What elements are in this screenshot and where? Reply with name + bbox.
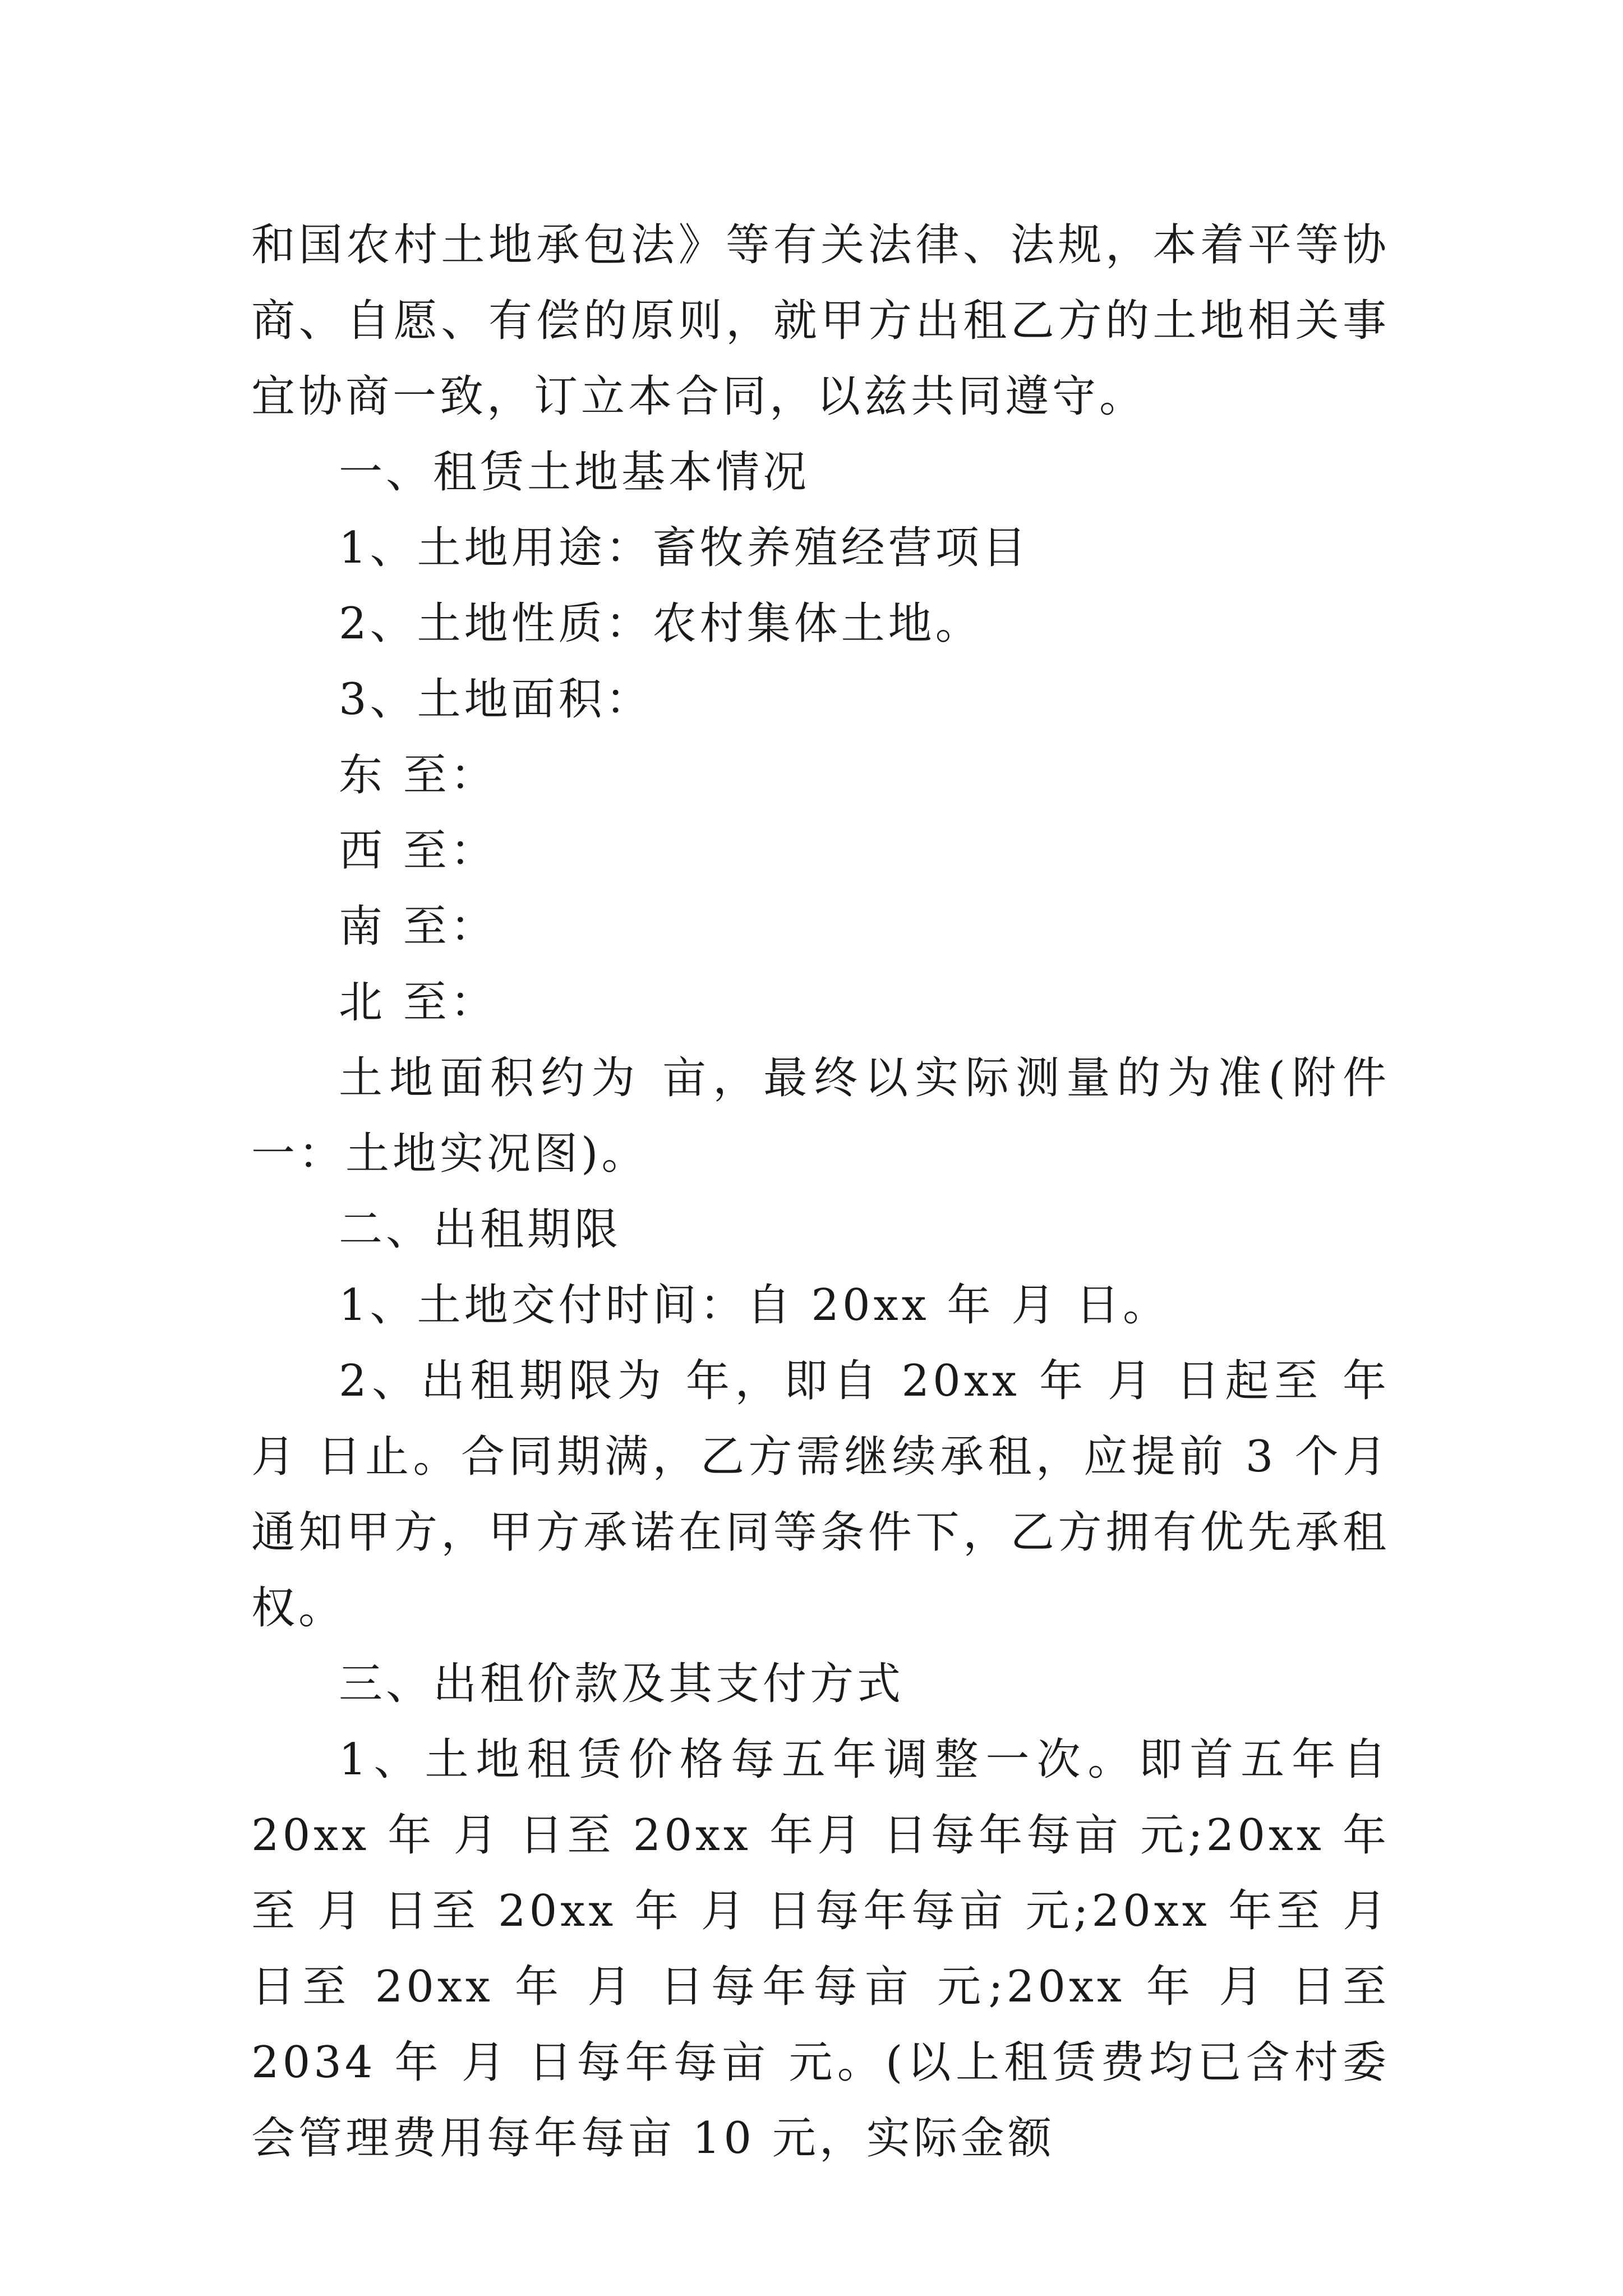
paragraph-land-area: 3、土地面积： bbox=[339, 674, 653, 725]
heading-section-2: 二、出租期限 bbox=[339, 1204, 622, 1255]
document-body bbox=[251, 208, 1390, 2177]
heading-section-3: 三、出租价款及其支付方式 bbox=[339, 1659, 905, 1709]
paragraph-area-measure: 土地面积约为 亩，最终以实际测量的为准(附件一：土地实况图)。 bbox=[251, 1053, 1390, 1179]
paragraph-lease-term: 2、出租期限为 年，即自 20xx 年 月 日起至 年 月 日止。合同期满，乙方需继续承租，应提前 3 个月通知甲方，甲方承诺在同等条件下，乙方拥有优先承租权。 bbox=[251, 1356, 1390, 1634]
paragraph-delivery-time: 1、土地交付时间：自 20xx 年 月 日。 bbox=[339, 1280, 1170, 1331]
paragraph-lease-price: 1、土地租赁价格每五年调整一次。即首五年自 20xx 年 月 日至 20xx 年月 日每年每亩 元;20xx 年至 月 日至 20xx 年 月 日每年每亩 元;20xx 年至 月 日至 20xx 年 月 日每年每亩 元;20xx 年 月 日至 2034 年 月 日每年每亩 元。(以上租赁费均已含村委会管理费用每年每亩 10 元，实际金额 bbox=[251, 1734, 1390, 2164]
paragraph-land-use: 1、土地用途：畜牧养殖经营项目 bbox=[339, 523, 1030, 573]
boundary-east: 东 至： bbox=[339, 750, 497, 800]
boundary-south: 南 至： bbox=[339, 901, 497, 952]
boundary-west: 西 至： bbox=[339, 826, 497, 876]
boundary-north: 北 至： bbox=[339, 977, 497, 1028]
heading-section-1: 一、租赁土地基本情况 bbox=[339, 447, 810, 498]
paragraph-land-nature: 2、土地性质：农村集体土地。 bbox=[339, 599, 983, 649]
paragraph-intro: 和国农村土地承包法》等有关法律、法规，本着平等协商、自愿、有偿的原则，就甲方出租乙方的土地相关事宜协商一致，订立本合同，以兹共同遵守。 bbox=[251, 220, 1390, 422]
